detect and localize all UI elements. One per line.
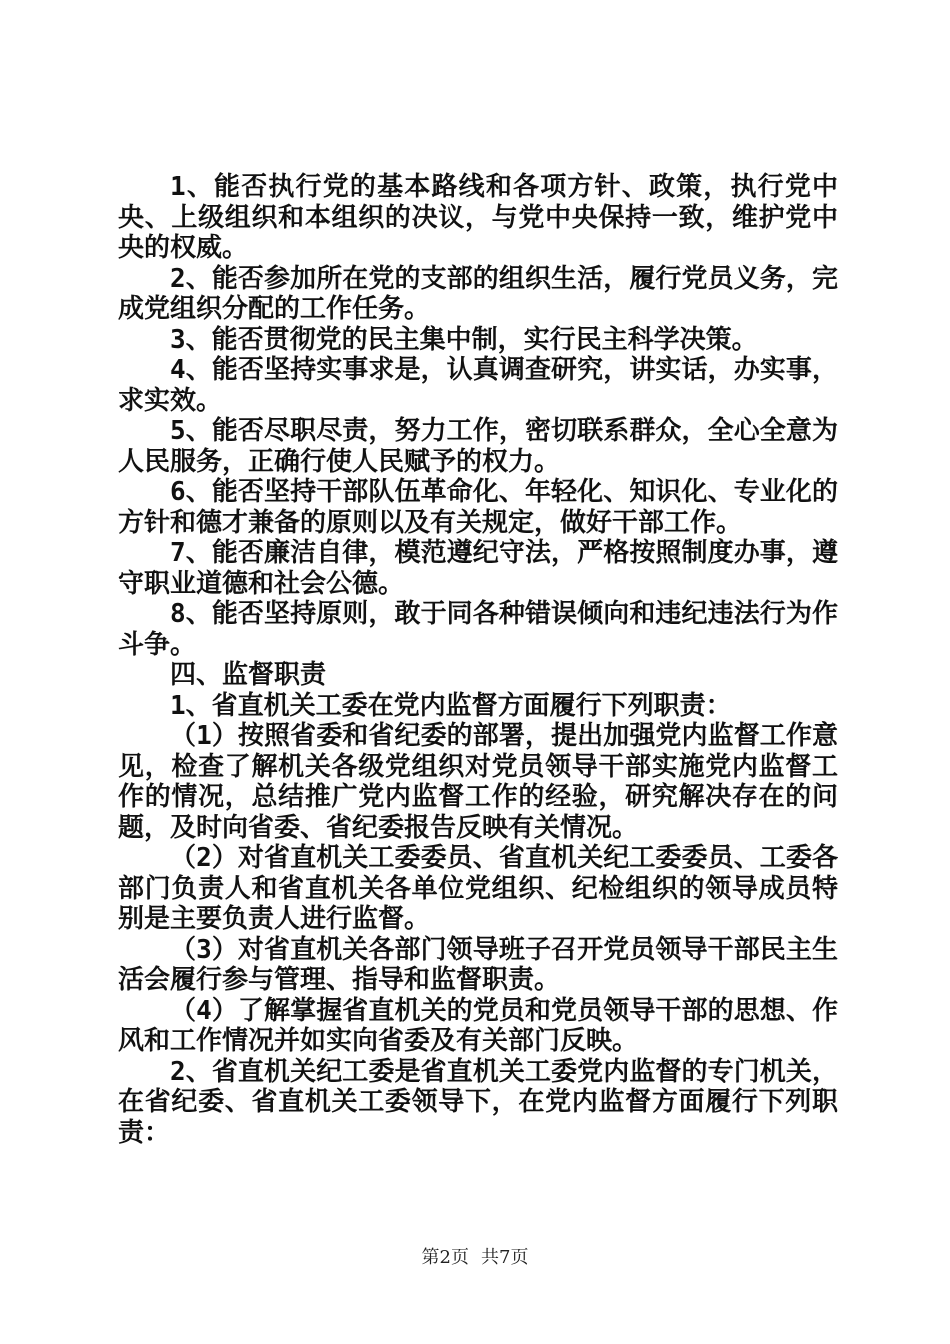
paragraph-item-2: 2、能否参加所在党的支部的组织生活，履行党员义务，完成党组织分配的工作任务。 [118, 263, 838, 324]
section-heading: 四、监督职责 [170, 660, 327, 690]
duty-subitem-3: （3）对省直机关各部门领导班子召开党员领导干部民主生活会履行参与管理、指导和监督职责。 [118, 934, 838, 995]
paragraph-item-8: 8、能否坚持原则，敢于同各种错误倾向和违纪违法行为作斗争。 [118, 599, 838, 660]
duty-item-1: 1、省直机关工委在党内监督方面履行下列职责： [170, 690, 732, 721]
document-body [118, 172, 838, 1148]
paragraph-item-4: 4、能否坚持实事求是，认真调查研究，讲实话，办实事，求实效。 [118, 355, 838, 416]
page-total: 共7页 [481, 1247, 529, 1268]
duty-subitem-1: （1）按照省委和省纪委的部署，提出加强党内监督工作意见，检查了解机关各级党组织对党员领导干部实施党内监督工作的情况，总结推广党内监督工作的经验，研究解决存在的问题，及时向省委、省纪委报告反映有关情况。 [118, 721, 838, 843]
page-number: 第2页 [421, 1247, 469, 1268]
paragraph-item-7: 7、能否廉洁自律，模范遵纪守法，严格按照制度办事，遵守职业道德和社会公德。 [118, 538, 838, 599]
paragraph-item-1: 1、能否执行党的基本路线和各项方针、政策，执行党中央、上级组织和本组织的决议，与党中央保持一致，维护党中央的权威。 [118, 172, 838, 263]
paragraph-item-5: 5、能否尽职尽责，努力工作，密切联系群众，全心全意为人民服务，正确行使人民赋予的权力。 [118, 416, 838, 477]
duty-subitem-4: （4）了解掌握省直机关的党员和党员领导干部的思想、作风和工作情况并如实向省委及有关部门反映。 [118, 995, 838, 1056]
page-footer [0, 1243, 950, 1269]
paragraph-item-6: 6、能否坚持干部队伍革命化、年轻化、知识化、专业化的方针和德才兼备的原则以及有关规定，做好干部工作。 [118, 477, 838, 538]
duty-subitem-2: （2）对省直机关工委委员、省直机关纪工委委员、工委各部门负责人和省直机关各单位党组织、纪检组织的领导成员特别是主要负责人进行监督。 [118, 843, 838, 934]
duty-item-2: 2、省直机关纪工委是省直机关工委党内监督的专门机关，在省纪委、省直机关工委领导下，在党内监督方面履行下列职责： [118, 1056, 838, 1148]
paragraph-item-3: 3、能否贯彻党的民主集中制，实行民主科学决策。 [170, 324, 758, 355]
